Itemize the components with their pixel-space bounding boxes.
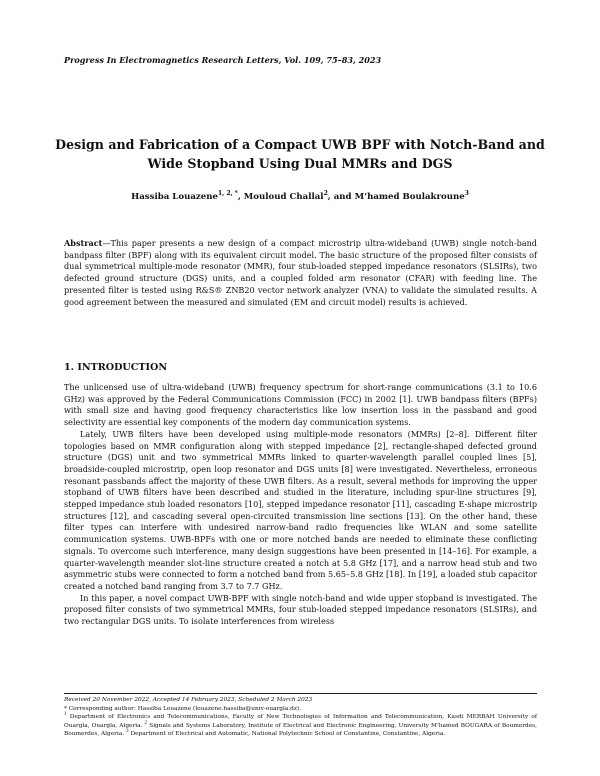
affiliation-2: Signals and Systems Laboratory, Institute of Electrical and Electronic Engineering, University M’hamed BOUGARA of Boumerdes, Boumerdes, Algeria. <box>64 722 537 738</box>
author-name: Hassiba Louazene <box>131 192 218 202</box>
affiliation-marker: 1, 2, * <box>217 190 238 198</box>
affiliations <box>64 713 537 739</box>
author-list <box>40 192 560 202</box>
author-separator: , <box>237 192 244 202</box>
affiliation-marker: 3 <box>125 728 129 734</box>
corresponding-author: * Corresponding author: Hassiba Louazene (louazene.hassiba@univ-ouargla.dz). <box>64 705 302 712</box>
body-text <box>64 382 537 628</box>
section-heading: 1. INTRODUCTION <box>64 362 168 373</box>
author-name: M’hamed Boulakroune <box>354 192 465 202</box>
footnotes <box>64 696 537 739</box>
affiliation-3: Department of Electrical and Automatic, National Polytechnic School of Constantine, Constantine, Algeria. <box>128 731 446 738</box>
affiliation-1: Department of Electronics and Telecommunications, Faculty of New Technologies of Information and Telecommunication, Kasdi MERBAH University of Ouargla, Ouargla, Algeria. <box>64 714 537 729</box>
affiliation-marker: 2 <box>144 719 148 725</box>
paper-title: Design and Fabrication of a Compact UWB BPF with Notch-Band and Wide Stopband Using Dual MMRs and DGS <box>55 137 545 171</box>
footnote-divider <box>64 693 537 694</box>
journal-header: Progress In Electromagnetics Research Letters, Vol. 109, 75–83, 2023 <box>64 55 382 65</box>
affiliation-marker: 3 <box>464 190 469 198</box>
affiliation-marker: 1 <box>64 711 67 717</box>
paragraph: Lately, UWB filters have been developed using multiple-mode resonators (MMRs) [2–8]. Different filter topologies based on MMR configuration along with stepped impedance [2], rectangle-shaped defected ground structure (DGS) unit and two symmetrical MMRs linked to quarter-wavelength parallel coupled lines [5], broadside-coupled microstrip, open loop resonator and DGS units [8] were investigated. Nevertheless, erroneous resonant passbands affect the majority of these UWB filters. As a result, several methods for improving the upper stopband of UWB filters have been described and studied in the literature, including spur-line structures [9], stepped impedance stub loaded resonators [10], stepped impedance resonator [11], cascading E-shape microstrip structures [12], and cascading several open-circuited transmission line sections [13]. On the other hand, these filter types can interfere with undesired narrow-band radio frequencies like WLAN and some satellite communication systems. UWB-BPFs with one or more notched bands are needed to eliminate these conflicting signals. To overcome such interference, many design suggestions have been presented in [14–16]. For example, a quarter-wavelength meander slot-line structure created a notch at 5.8 GHz [17], and a narrow head stub and two asymmetric stubs were connected to form a notched band from 5.65–5.8 GHz [18]. In [19], a loaded stub capacitor created a notched band ranging from 3.7 to 7.7 GHz. <box>64 428 537 591</box>
abstract <box>64 238 537 308</box>
abstract-text: —This paper presents a new design of a compact microstrip ultra-wideband (UWB) single notch-band bandpass filter (BPF) along with its equivalent circuit model. The basic structure of the proposed filter consists of dual symmetrical multiple-mode resonator (MMR), four stub-loaded stepped impedance resonators (SLSIRs), two defected ground structure (DGS) units, and a coupled folded arm resonator (CFAR) with feeding line. The presented filter is tested using R&S® ZNB20 vector network analyzer (VNA) to validate the simulated results. A good agreement between the measured and simulated (EM and circuit model) results is achieved. <box>64 238 537 307</box>
paragraph: In this paper, a novel compact UWB-BPF with single notch-band and wide upper stopband is investigated. The proposed filter consists of two symmetrical MMRs, four stub-loaded stepped impedance resonators (SLSIRs), and two rectangular DGS units. To isolate interferences from wireless <box>64 592 537 627</box>
paragraph: The unlicensed use of ultra-wideband (UWB) frequency spectrum for short-range communications (3.1 to 10.6 GHz) was approved by the Federal Communications Commission (FCC) in 2002 [1]. UWB bandpass filters (BPFs) with small size and having good frequency characteristics like low insertion loss in the passband and good selectivity are essential key components of the modern day communication systems. <box>64 382 537 428</box>
author-name: Mouloud Challal <box>243 192 324 202</box>
author-separator: , and <box>327 192 355 202</box>
affiliation-marker: 2 <box>323 190 328 198</box>
abstract-label: Abstract <box>64 238 103 248</box>
received-dates: Received 20 November 2022, Accepted 14 February 2023, Scheduled 2 March 2023 <box>64 697 313 703</box>
